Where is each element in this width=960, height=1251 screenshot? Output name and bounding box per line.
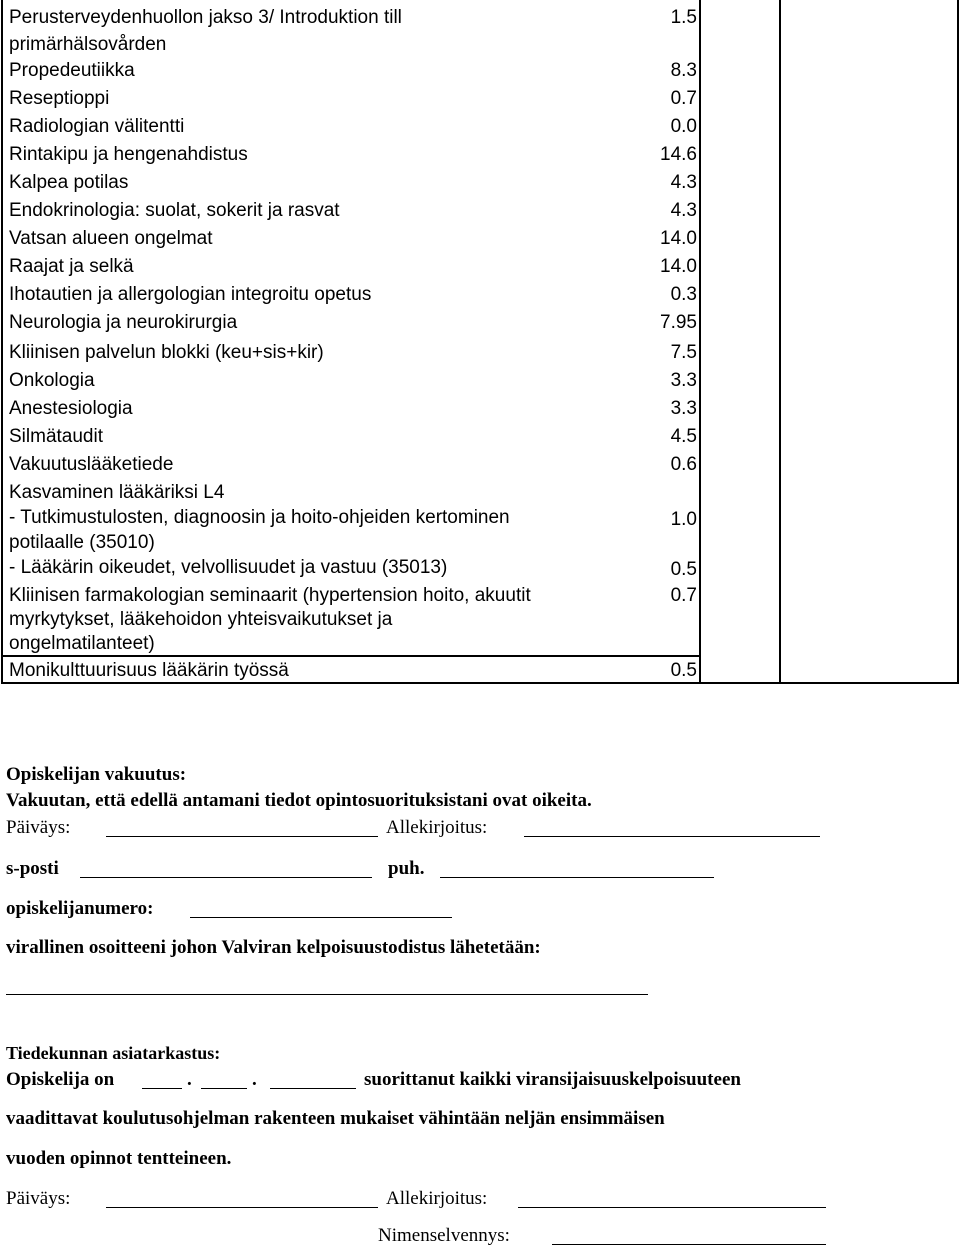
course-credits: 4.3	[670, 200, 697, 221]
address-label: virallinen osoitteeni johon Valviran kelpoisuustodistus lähetetään:	[6, 937, 541, 958]
declaration-heading: Opiskelijan vakuutus:	[6, 764, 187, 785]
date-separator: .	[252, 1069, 257, 1090]
course-credits: 1.5	[670, 7, 697, 28]
faculty-check-line1-prefix: Opiskelija on	[6, 1069, 115, 1090]
completion-year-field[interactable]	[270, 1088, 356, 1089]
completion-month-field[interactable]	[201, 1088, 247, 1089]
student-number-field[interactable]	[190, 917, 452, 918]
course-name: Kliinisen palvelun blokki (keu+sis+kir)	[9, 342, 324, 363]
course-credits: 4.3	[670, 172, 697, 193]
signature-label: Allekirjoitus:	[386, 817, 488, 838]
course-name: Kasvaminen lääkäriksi L4	[9, 482, 225, 503]
course-name: Silmätaudit	[9, 426, 103, 447]
course-subitem: - Lääkärin oikeudet, velvollisuudet ja vastuu (35013)	[9, 557, 448, 578]
declaration-statement: Vakuutan, että edellä antamani tiedot opintosuorituksistani ovat oikeita.	[6, 790, 592, 811]
signature-field[interactable]	[524, 836, 820, 837]
course-credits: 4.5	[670, 426, 697, 447]
table-column-divider	[779, 0, 781, 682]
table-row	[3, 655, 701, 681]
name-clarification-field[interactable]	[552, 1244, 826, 1245]
course-credits: 0.6	[670, 454, 697, 475]
phone-field[interactable]	[440, 877, 714, 878]
course-name: Endokrinologia: suolat, sokerit ja rasvat	[9, 200, 340, 221]
faculty-check-line1-suffix: suorittanut kaikki viransijaisuuskelpoisuuteen	[364, 1069, 741, 1090]
course-name: Radiologian välitentti	[9, 116, 185, 137]
faculty-check-line3: vuoden opinnot tentteineen.	[6, 1148, 232, 1169]
course-name: Kliinisen farmakologian seminaarit (hypertension hoito, akuutit	[9, 585, 531, 606]
course-subitem: - Tutkimustulosten, diagnoosin ja hoito-ohjeiden kertominen	[9, 507, 510, 528]
course-name: Rintakipu ja hengenahdistus	[9, 144, 248, 165]
name-clarification-label: Nimenselvennys:	[378, 1225, 510, 1246]
course-name: myrkytykset, lääkehoidon yhteisvaikutukset ja	[9, 609, 393, 630]
course-credits: 7.95	[660, 312, 697, 333]
date-separator: .	[187, 1069, 192, 1090]
faculty-signature-label: Allekirjoitus:	[386, 1188, 488, 1209]
email-label: s-posti	[6, 858, 59, 879]
course-name: ongelmatilanteet)	[9, 633, 155, 654]
course-credits: 0.3	[670, 284, 697, 305]
date-label: Päiväys:	[6, 817, 71, 838]
course-subitem: potilaalle (35010)	[9, 532, 155, 553]
course-credits: 0.7	[670, 88, 697, 109]
course-name: Vatsan alueen ongelmat	[9, 228, 213, 249]
faculty-date-field[interactable]	[106, 1207, 378, 1208]
course-credits: 3.3	[670, 398, 697, 419]
course-credits: 7.5	[670, 342, 697, 363]
course-name: Anestesiologia	[9, 398, 133, 419]
faculty-date-label: Päiväys:	[6, 1188, 71, 1209]
faculty-signature-field[interactable]	[518, 1207, 826, 1208]
date-field[interactable]	[106, 836, 378, 837]
course-credits: 0.5	[670, 660, 697, 681]
course-name: Onkologia	[9, 370, 95, 391]
course-name: Vakuutuslääketiede	[9, 454, 174, 475]
course-credits: 14.0	[660, 228, 697, 249]
course-credits: 0.0	[670, 116, 697, 137]
course-name: Perusterveydenhuollon jakso 3/ Introduktion till	[9, 7, 402, 28]
faculty-check-line2: vaadittavat koulutusohjelman rakenteen mukaiset vähintään neljän ensimmäisen	[6, 1108, 665, 1129]
course-name: Neurologia ja neurokirurgia	[9, 312, 238, 333]
faculty-check-heading: Tiedekunnan asiatarkastus:	[6, 1043, 221, 1063]
course-table	[1, 0, 959, 684]
address-field[interactable]	[6, 994, 648, 995]
course-credits: 0.7	[670, 585, 697, 606]
course-name: primärhälsovården	[9, 34, 167, 55]
completion-day-field[interactable]	[142, 1088, 182, 1089]
student-number-label: opiskelijanumero:	[6, 898, 154, 919]
course-name: Reseptioppi	[9, 88, 110, 109]
phone-label: puh.	[388, 858, 425, 879]
course-credits: 1.0	[670, 509, 697, 530]
course-name: Raajat ja selkä	[9, 256, 134, 277]
course-name: Kalpea potilas	[9, 172, 129, 193]
course-credits: 3.3	[670, 370, 697, 391]
course-name: Monikulttuurisuus lääkärin työssä	[9, 660, 289, 681]
course-credits: 0.5	[670, 559, 697, 580]
course-name: Propedeutiikka	[9, 60, 135, 81]
course-name: Ihotautien ja allergologian integroitu opetus	[9, 284, 372, 305]
table-row	[3, 582, 701, 656]
course-credits: 8.3	[670, 60, 697, 81]
email-field[interactable]	[80, 877, 372, 878]
course-credits: 14.6	[660, 144, 697, 165]
table-row	[3, 4, 701, 60]
course-credits: 14.0	[660, 256, 697, 277]
table-row	[3, 479, 701, 583]
